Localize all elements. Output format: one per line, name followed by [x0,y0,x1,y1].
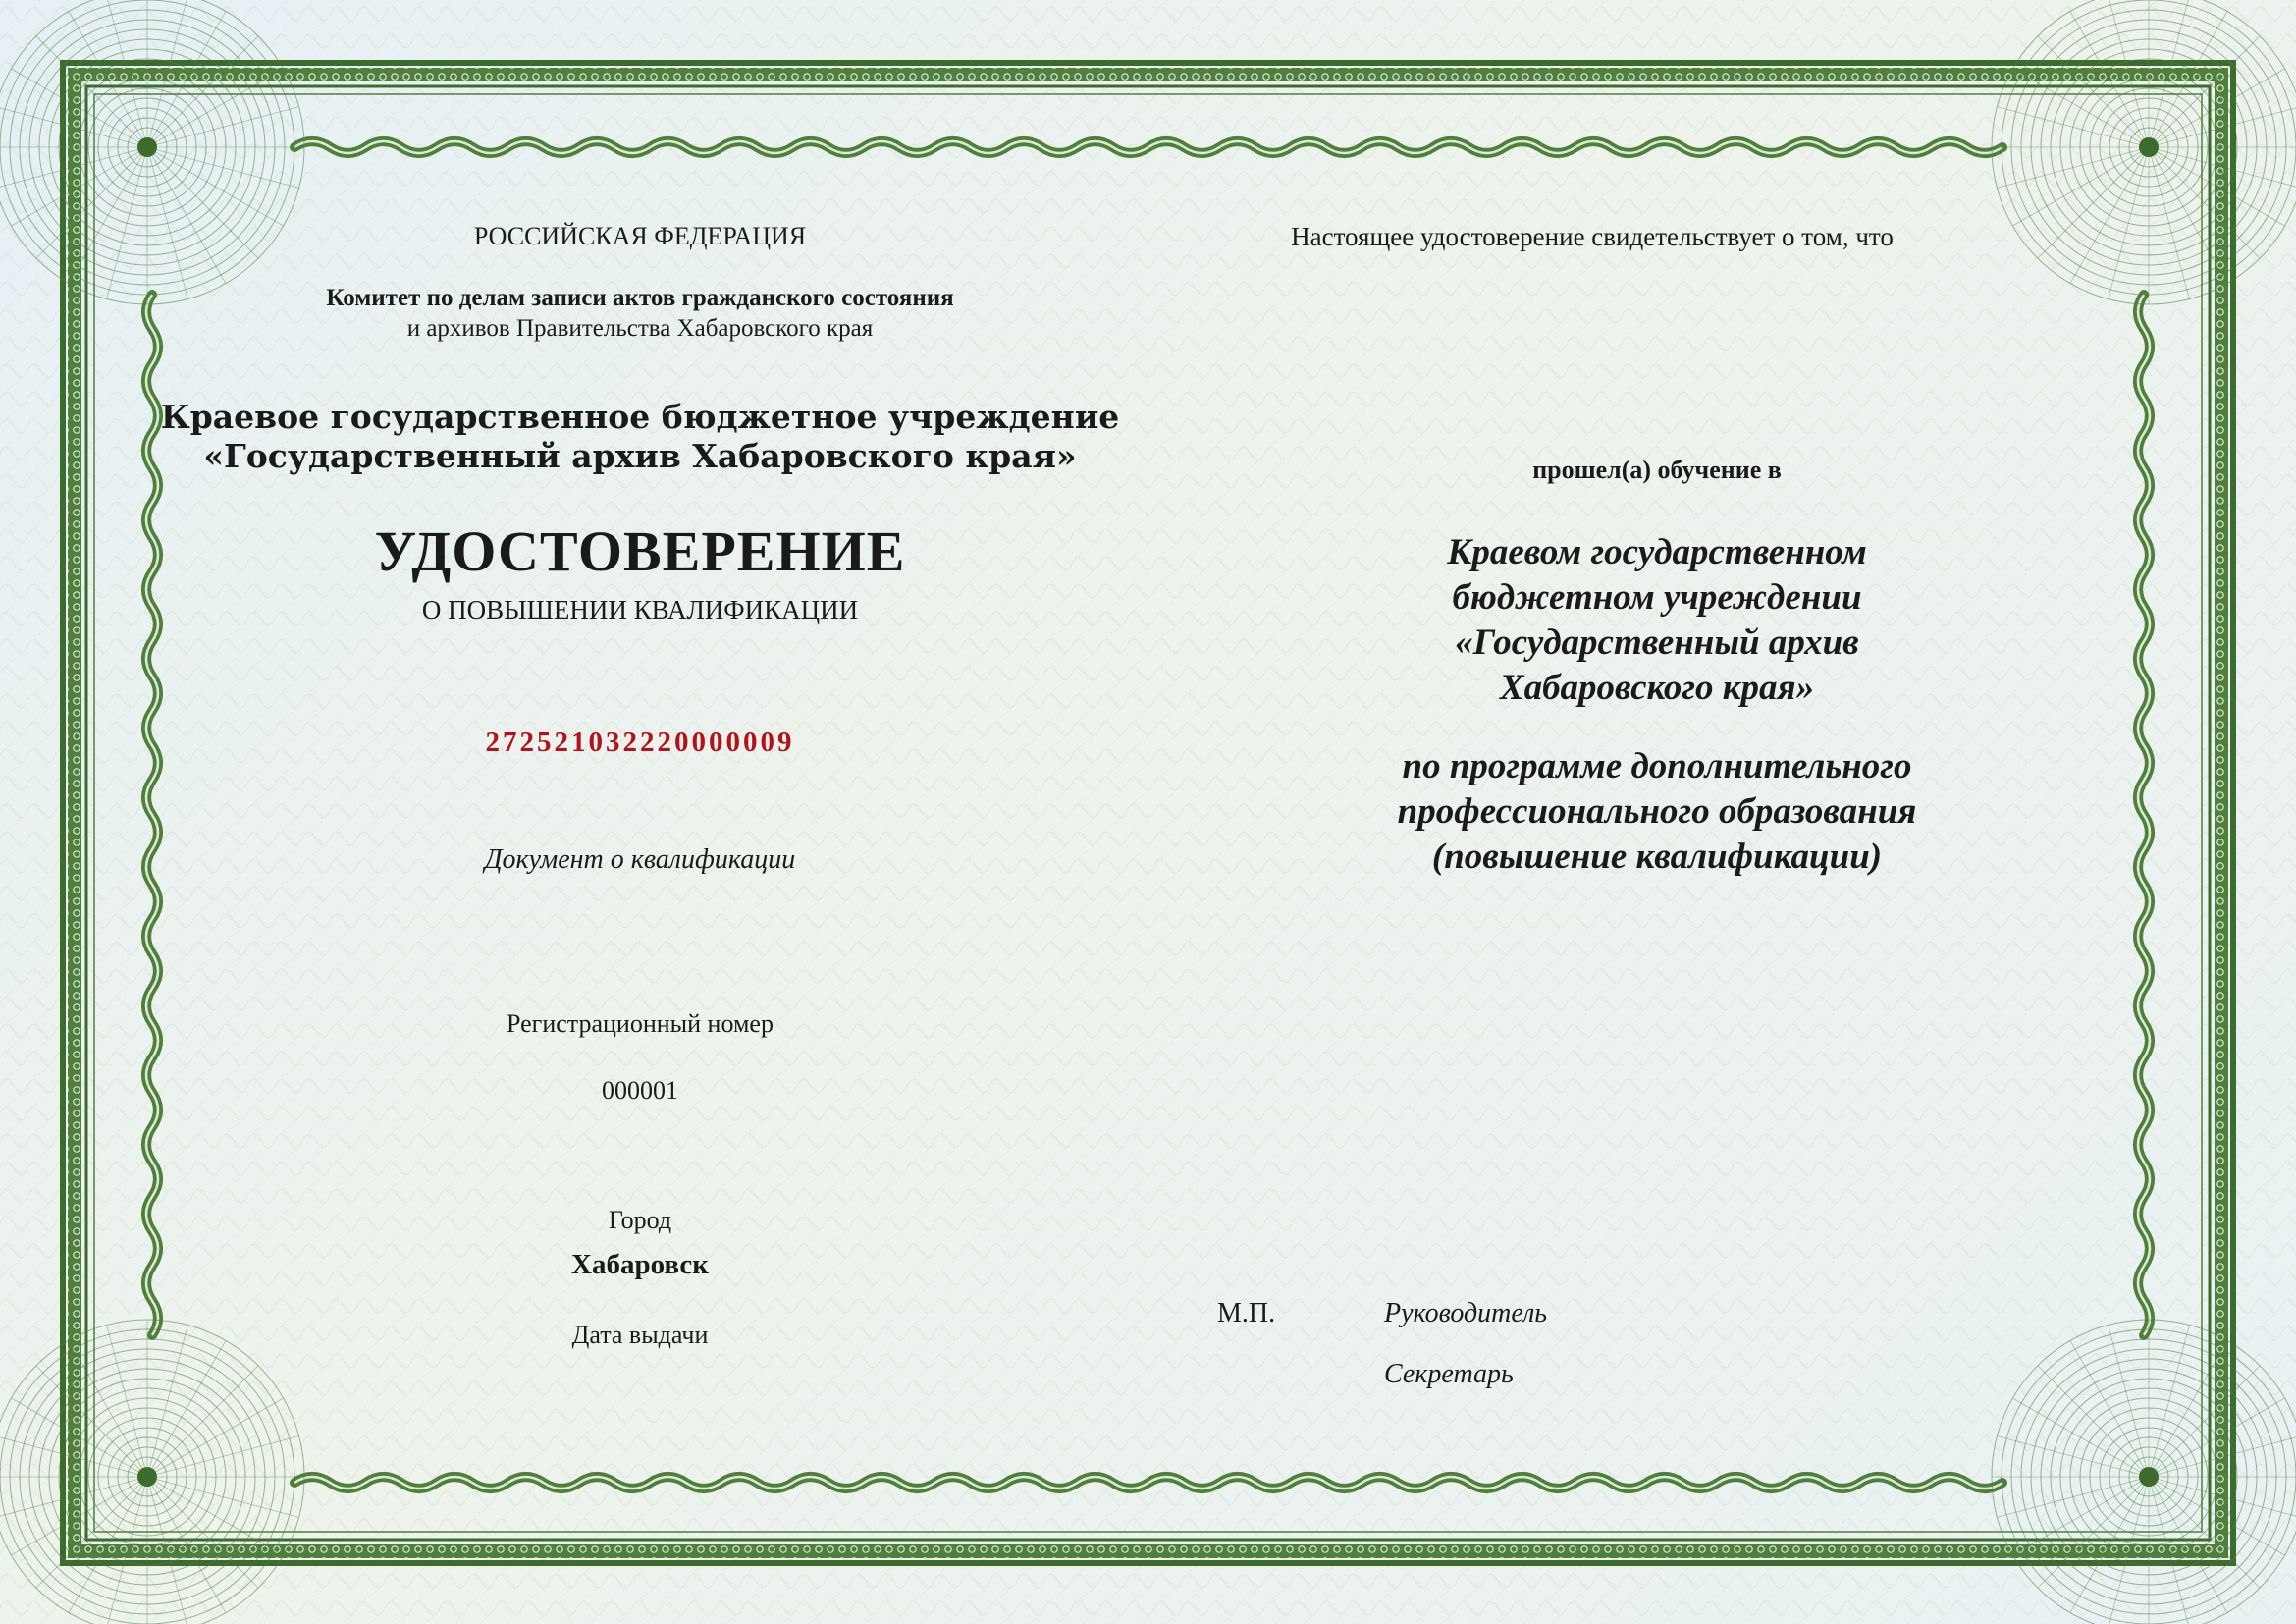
document-subtitle: О ПОВЫШЕНИИ КВАЛИФИКАЦИИ [421,595,859,624]
city-value: Хабаровск [571,1249,709,1280]
corner-rosette-bottom-right [2139,1467,2159,1487]
program-line-2: профессионального образования [1397,790,1917,832]
institution-line-2: «Государственный архив Хабаровского края» [203,437,1077,476]
training-institution-line-2: бюджетном учреждении [1452,576,1862,618]
program-line-3: (повышение квалификации) [1431,836,1883,877]
corner-rosette-top-left [137,137,157,157]
institution-line-1: Краевое государственное бюджетное учреждение [160,398,1120,436]
corner-rosette-top-right [2139,137,2159,157]
registration-number: 000001 [602,1076,678,1105]
training-program [1398,744,1917,880]
document-title: УДОСТОВЕРЕНИЕ [374,519,906,583]
training-institution [1447,530,1866,711]
corner-rosette-bottom-left [137,1467,157,1487]
secretary-signature-label: Секретарь [1384,1359,1514,1389]
training-institution-line-1: Краевом государственном [1447,532,1867,572]
training-institution-line-4: Хабаровского края» [1499,667,1815,708]
committee-name [326,284,953,344]
city-label: Город [608,1206,672,1234]
training-institution-line-3: «Государственный архив [1455,622,1859,663]
serial-number: 272521032220000009 [485,727,795,758]
document-type: Документ о квалификации [484,844,796,875]
committee-line-2: и архивов Правительства Хабаровского края [406,314,874,342]
completed-training-label: прошел(а) обучение в [1532,456,1782,484]
committee-line-1: Комитет по делам записи актов гражданского состояния [326,285,954,311]
stamp-place-label: М.П. [1217,1298,1276,1328]
issue-date-label: Дата выдачи [571,1321,709,1349]
registration-label: Регистрационный номер [507,1009,774,1038]
certifies-text: Настоящее удостоверение свидетельствует о том, что [1291,222,1894,251]
head-signature-label: Руководитель [1384,1298,1548,1328]
program-line-1: по программе дополнительного [1402,746,1912,786]
country-name: РОССИЙСКАЯ ФЕДЕРАЦИЯ [473,222,807,250]
issuing-institution [161,398,1120,477]
